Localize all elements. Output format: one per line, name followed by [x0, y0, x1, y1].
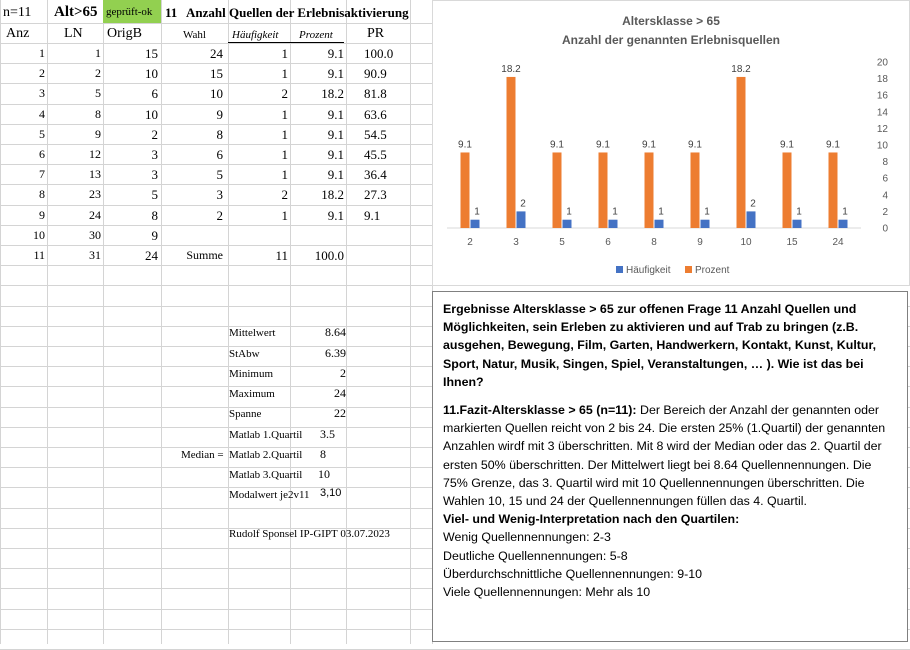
- cell-anz[interactable]: 7: [39, 167, 45, 181]
- cell-h[interactable]: 1: [281, 66, 288, 81]
- cell-anz[interactable]: 2: [39, 66, 45, 80]
- y-tick-label: 12: [876, 123, 888, 135]
- cell-wahl[interactable]: 10: [210, 86, 223, 101]
- cell-ln[interactable]: 5: [95, 86, 101, 100]
- cell-p[interactable]: 9.1: [327, 46, 344, 61]
- bar-prozent: [599, 152, 608, 228]
- gridline-v: [346, 0, 347, 644]
- header-n[interactable]: n=11: [3, 5, 32, 20]
- header-underline: [228, 42, 344, 43]
- bar-prozent: [691, 152, 700, 228]
- cell-p[interactable]: 9.1: [327, 208, 344, 223]
- x-tick-label: 10: [740, 237, 752, 248]
- bar-prozent: [553, 152, 562, 228]
- x-tick-label: 24: [832, 237, 844, 248]
- bar-haeufigkeit: [747, 211, 756, 228]
- cell-ln[interactable]: 31: [89, 248, 101, 262]
- legend-swatch-prozent: [685, 266, 692, 273]
- stat-median-label[interactable]: Median =: [181, 449, 224, 461]
- fazit-text: Der Bereich der Anzahl der genannten oder markierten Quellen reicht von 2 bis 24. Die ersten 25% (1.Quartil) der genannten Anzahlen wirdf mit 3 überschritten. Mit 8 wird der Median oder das 2. Quartil der ersten 50% überschritten. Der Mittelwert liegt bei 8.64 Quellennennungen. Die 75% Grenze, das 3. Quartil wird mit 10 Quellennennungen überschritten. Die Wahlen 10, 15 und 24 der Quellennennungen füllen das 4. Quartil.: [443, 403, 886, 509]
- cell-wahl[interactable]: 2: [216, 208, 223, 223]
- textbox-fazit: [443, 401, 897, 510]
- stat-minimum-label[interactable]: Minimum: [229, 368, 274, 380]
- stat-mittelwert-value[interactable]: 8.64: [325, 325, 346, 339]
- cell-pr[interactable]: 90.9: [364, 66, 387, 81]
- cell-ln[interactable]: 1: [95, 46, 101, 60]
- cell-anz[interactable]: 4: [39, 107, 45, 121]
- cell-pr[interactable]: 36.4: [364, 167, 387, 182]
- stat-modal-label[interactable]: Modalwert je2v11: [229, 489, 310, 501]
- bar-prozent: [461, 152, 470, 228]
- badge-text: geprüft-ok: [106, 6, 153, 18]
- bar-haeufigkeit: [655, 220, 664, 228]
- cell-ln[interactable]: 9: [95, 127, 101, 141]
- x-tick-label: 9: [697, 237, 703, 248]
- cell-wahl[interactable]: Summe: [186, 248, 223, 262]
- cell-anz[interactable]: 8: [39, 187, 45, 201]
- cell-anz[interactable]: 9: [39, 208, 45, 222]
- cell-origb[interactable]: 15: [145, 46, 158, 61]
- cell-anz[interactable]: 6: [39, 147, 45, 161]
- data-label-prozent: 18.2: [501, 63, 521, 75]
- cell-pr[interactable]: 54.5: [364, 127, 387, 142]
- chart-svg: [433, 1, 909, 285]
- cell-wahl[interactable]: 9: [216, 107, 223, 122]
- y-tick-label: 4: [882, 190, 888, 202]
- x-tick-label: 3: [513, 237, 519, 248]
- cell-h[interactable]: 1: [281, 107, 288, 122]
- bar-haeufigkeit: [517, 211, 526, 228]
- col-ln-header[interactable]: LN: [64, 26, 83, 41]
- cell-anz[interactable]: 5: [39, 127, 45, 141]
- gridline-v: [161, 0, 162, 644]
- gridline-v: [410, 0, 411, 644]
- cell-p[interactable]: 9.1: [327, 127, 344, 142]
- bar-haeufigkeit: [793, 220, 802, 228]
- data-label-prozent: 9.1: [688, 139, 702, 151]
- cell-anz[interactable]: 11: [33, 248, 45, 262]
- legend-swatch-haeufigkeit: [616, 266, 623, 273]
- x-tick-label: 5: [559, 237, 565, 248]
- cell-wahl[interactable]: 24: [210, 46, 223, 61]
- y-tick-label: 6: [882, 173, 888, 185]
- data-label-prozent: 9.1: [550, 139, 564, 151]
- stat-stabw-value[interactable]: 6.39: [325, 346, 346, 360]
- col-pr-header[interactable]: PR: [367, 26, 385, 41]
- cell-origb[interactable]: 8: [151, 208, 158, 223]
- data-label-prozent: 9.1: [596, 139, 610, 151]
- data-label-haeufigkeit: 1: [796, 206, 802, 218]
- header-title-num[interactable]: 11: [165, 5, 178, 20]
- bar-haeufigkeit: [471, 220, 480, 228]
- cell-wahl[interactable]: 6: [216, 147, 223, 162]
- cell-origb[interactable]: 5: [151, 187, 158, 202]
- stat-modal-value[interactable]: 3,10: [320, 487, 342, 499]
- cell-h[interactable]: 1: [281, 167, 288, 182]
- data-label-haeufigkeit: 1: [474, 206, 480, 218]
- cell-pr[interactable]: 9.1: [364, 208, 381, 223]
- cell-h[interactable]: 11: [275, 248, 288, 263]
- data-label-prozent: 9.1: [826, 139, 840, 151]
- stat-q2-label[interactable]: Matlab 2.Quartil: [229, 449, 303, 461]
- cell-h[interactable]: 1: [281, 127, 288, 142]
- cell-pr[interactable]: 45.5: [364, 147, 387, 162]
- interp-line-4: Viele Quellennennungen: Mehr als 10: [443, 585, 651, 600]
- y-tick-label: 2: [882, 206, 888, 218]
- data-label-prozent: 9.1: [642, 139, 656, 151]
- chart-title: Altersklasse > 65: [622, 14, 720, 28]
- x-tick-label: 2: [467, 237, 473, 248]
- stat-spanne-value[interactable]: 22: [334, 406, 346, 420]
- cell-h[interactable]: 1: [281, 147, 288, 162]
- interp-line-2: Deutliche Quellennennungen: 5-8: [443, 548, 628, 563]
- bar-prozent: [737, 77, 746, 228]
- cell-origb[interactable]: 9: [151, 228, 158, 243]
- data-label-prozent: 9.1: [458, 139, 472, 151]
- cell-h[interactable]: 2: [281, 187, 288, 202]
- x-tick-label: 6: [605, 237, 611, 248]
- cell-h[interactable]: 2: [281, 86, 288, 101]
- result-textbox[interactable]: [432, 291, 908, 642]
- cell-h[interactable]: 1: [281, 208, 288, 223]
- cell-origb[interactable]: 10: [145, 107, 158, 122]
- stat-q3-value[interactable]: 10: [318, 467, 330, 481]
- stat-maximum-value[interactable]: 24: [334, 386, 346, 400]
- cell-origb[interactable]: 6: [151, 86, 158, 101]
- cell-p[interactable]: 9.1: [327, 167, 344, 182]
- y-tick-label: 16: [876, 90, 888, 102]
- cell-anz[interactable]: 10: [33, 228, 45, 242]
- author-credit[interactable]: Rudolf Sponsel IP-GIPT 03.07.2023: [229, 528, 390, 540]
- y-tick-label: 10: [876, 140, 888, 152]
- bar-prozent: [645, 152, 654, 228]
- data-label-prozent: 9.1: [780, 139, 794, 151]
- y-tick-label: 0: [882, 223, 888, 235]
- data-label-prozent: 18.2: [731, 63, 751, 75]
- legend-label-prozent: Prozent: [695, 265, 730, 276]
- data-label-haeufigkeit: 2: [520, 198, 526, 210]
- bar-haeufigkeit: [839, 220, 848, 228]
- col-prozent-header[interactable]: Prozent: [299, 29, 333, 41]
- bar-haeufigkeit: [563, 220, 572, 228]
- header-badge[interactable]: [103, 0, 161, 23]
- stat-q1-value[interactable]: 3.5: [320, 427, 335, 441]
- x-tick-label: 8: [651, 237, 657, 248]
- y-tick-label: 18: [876, 74, 888, 86]
- y-tick-label: 20: [876, 57, 888, 69]
- cell-pr[interactable]: 100.0: [364, 46, 394, 61]
- cell-origb[interactable]: 2: [151, 127, 158, 142]
- stat-spanne-label[interactable]: Spanne: [229, 408, 262, 420]
- bar-prozent: [507, 77, 516, 228]
- stat-mittelwert-label[interactable]: Mittelwert: [229, 327, 276, 339]
- cell-wahl[interactable]: 15: [210, 66, 223, 81]
- data-label-haeufigkeit: 1: [566, 206, 572, 218]
- cell-ln[interactable]: 2: [95, 66, 101, 80]
- header-alt[interactable]: Alt>65: [54, 4, 98, 20]
- cell-ln[interactable]: 12: [89, 147, 101, 161]
- cell-anz[interactable]: 1: [39, 46, 45, 60]
- cell-pr[interactable]: 27.3: [364, 187, 387, 202]
- data-label-haeufigkeit: 1: [842, 206, 848, 218]
- bar-haeufigkeit: [609, 220, 618, 228]
- cell-ln[interactable]: 8: [95, 107, 101, 121]
- cell-wahl[interactable]: 5: [216, 167, 223, 182]
- cell-origb[interactable]: 24: [145, 248, 158, 263]
- x-tick-label: 15: [786, 237, 798, 248]
- col-wahl-header[interactable]: Wahl: [183, 29, 206, 41]
- data-label-haeufigkeit: 1: [658, 206, 664, 218]
- col-anz-header[interactable]: Anz: [6, 26, 30, 41]
- bar-haeufigkeit: [701, 220, 710, 228]
- cell-p[interactable]: 18.2: [321, 187, 344, 202]
- col-haeufigkeit-header[interactable]: Häufigkeit: [232, 29, 279, 41]
- cell-p[interactable]: 9.1: [327, 66, 344, 81]
- stat-maximum-label[interactable]: Maximum: [229, 388, 275, 400]
- fazit-label: 11.Fazit-Altersklasse > 65 (n=11):: [443, 403, 637, 418]
- interp-heading: Viel- und Wenig-Interpretation nach den Quartilen:: [443, 512, 740, 527]
- cell-p[interactable]: 9.1: [327, 147, 344, 162]
- cell-h[interactable]: 1: [281, 46, 288, 61]
- cell-ln[interactable]: 23: [89, 187, 101, 201]
- cell-p[interactable]: 18.2: [321, 86, 344, 101]
- col-origb-header[interactable]: OrigB: [107, 26, 142, 41]
- cell-ln[interactable]: 13: [89, 167, 101, 181]
- cell-p[interactable]: 100.0: [314, 248, 344, 263]
- stat-q1-label[interactable]: Matlab 1.Quartil: [229, 429, 303, 441]
- data-label-haeufigkeit: 2: [750, 198, 756, 210]
- interp-line-1: Wenig Quellennennungen: 2-3: [443, 530, 611, 545]
- cell-p[interactable]: 9.1: [327, 107, 344, 122]
- cell-origb[interactable]: 3: [151, 167, 158, 182]
- cell-ln[interactable]: 24: [89, 208, 101, 222]
- bar-prozent: [829, 152, 838, 228]
- stat-q2-value[interactable]: 8: [320, 447, 326, 461]
- cell-anz[interactable]: 3: [39, 86, 45, 100]
- data-label-haeufigkeit: 1: [704, 206, 710, 218]
- cell-origb[interactable]: 3: [151, 147, 158, 162]
- bar-prozent: [783, 152, 792, 228]
- chart-legend: [616, 265, 730, 276]
- stat-q3-label[interactable]: Matlab 3.Quartil: [229, 469, 303, 481]
- cell-ln[interactable]: 30: [89, 228, 101, 242]
- stat-stabw-label[interactable]: StAbw: [229, 348, 260, 360]
- textbox-intro: Ergebnisse Altersklasse > 65 zur offenen Frage 11 Anzahl Quellen und Möglichkeiten, sein Erleben zu aktivieren und auf Trab zu bringen (z.B. ausgehen, Bewegung, Film, Garten, Handwerkern, Kontakt, Kunst, Kultur, Sport, Natur, Musik, Singen, Spiel, Veranstaltungen, … ). Wie ist das bei Ihnen?: [443, 302, 877, 389]
- cell-origb[interactable]: 10: [145, 66, 158, 81]
- data-label-haeufigkeit: 1: [612, 206, 618, 218]
- legend-label-haeufigkeit: Häufigkeit: [626, 265, 671, 276]
- cell-wahl[interactable]: 3: [216, 187, 223, 202]
- header-title[interactable]: Anzahl Quellen der Erlebnisaktivierung: [186, 5, 409, 20]
- chart-subtitle: Anzahl der genannten Erlebnisquellen: [561, 33, 781, 47]
- stat-minimum-value[interactable]: 2: [340, 366, 346, 380]
- y-tick-label: 14: [876, 107, 888, 119]
- cell-wahl[interactable]: 8: [216, 127, 223, 142]
- y-tick-label: 8: [882, 157, 888, 169]
- cell-pr[interactable]: 81.8: [364, 86, 387, 101]
- bar-chart[interactable]: [432, 0, 910, 286]
- interp-line-3: Überdurchschnittliche Quellennennungen: 9-10: [443, 566, 702, 581]
- cell-pr[interactable]: 63.6: [364, 107, 387, 122]
